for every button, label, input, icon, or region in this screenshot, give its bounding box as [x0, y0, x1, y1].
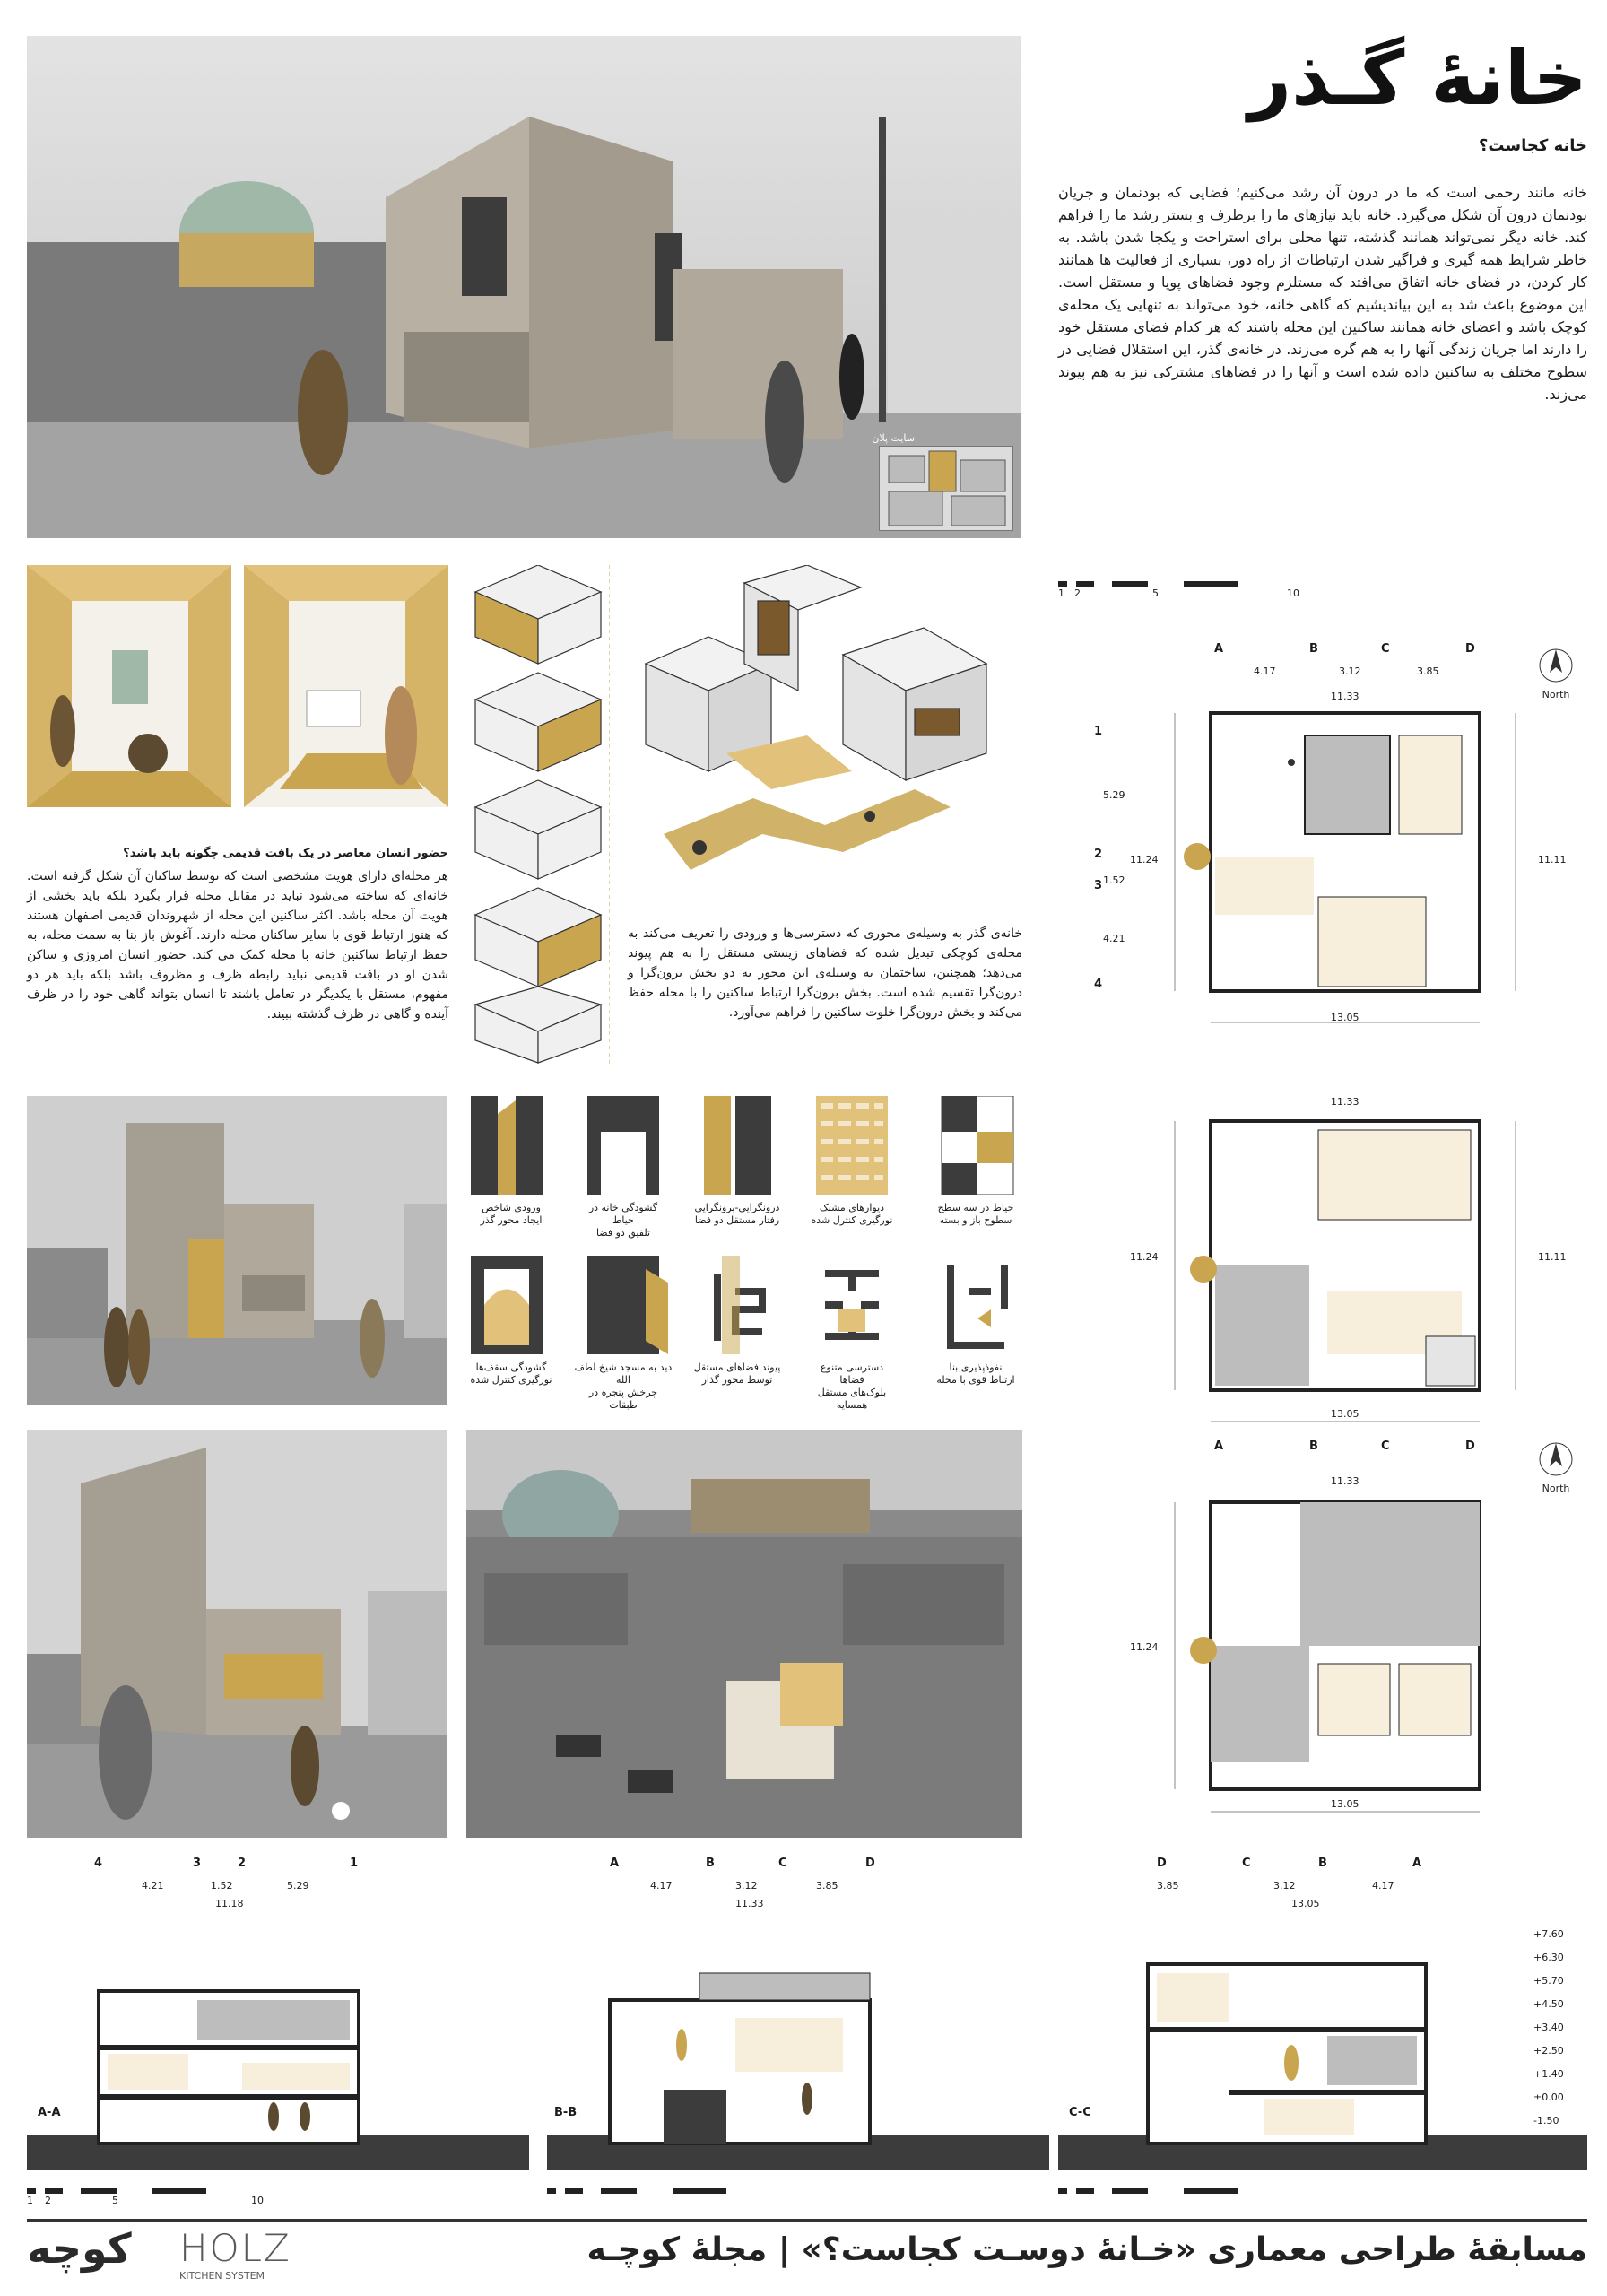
scale-bar-sections — [27, 2184, 1318, 2211]
plan-total-right: 11.11 — [1538, 1251, 1567, 1263]
section-axis: A — [610, 1857, 620, 1870]
plan-dim: 4.17 — [1254, 665, 1276, 677]
north-arrow-2 — [1533, 1439, 1578, 1493]
scale-tick-2: 2 — [1074, 587, 1081, 599]
concept-diagrams-row-1-art — [466, 1096, 1022, 1195]
path-axonometric-art — [628, 565, 1022, 906]
page-title: خانهٔ گـذر — [1247, 34, 1587, 122]
section-dim: 1.52 — [211, 1880, 233, 1892]
plan-total-left: 11.24 — [1130, 854, 1159, 865]
plan-dim: 3.12 — [1339, 665, 1361, 677]
plan-axis-label: D — [1465, 1439, 1475, 1453]
scale-tick-1: 1 — [1058, 587, 1064, 599]
level-mark: +2.50 — [1533, 2045, 1564, 2057]
section-total: 11.18 — [215, 1898, 244, 1909]
plan-row-label: 2 — [1094, 848, 1103, 861]
level-mark: +5.70 — [1533, 1975, 1564, 1987]
street-render-2 — [27, 1430, 447, 1838]
section-dim: 3.85 — [816, 1880, 838, 1892]
diagram-caption-1: ورودی شاخص ایجاد محور گذر — [480, 1202, 543, 1226]
plan-total-left: 11.24 — [1130, 1251, 1159, 1263]
site-plan-art — [880, 447, 1014, 532]
concept-diagrams-row-2-art — [466, 1256, 1022, 1354]
concept-question: حضور انسان معاصر در یک بافت قدیمی چگونه باید باشد؟ — [123, 847, 448, 860]
scale-tick-10: 10 — [1287, 587, 1299, 599]
diagram-caption-9: دسترسی متنوع فضاها بلوک‌های مستقل همسایه — [817, 1361, 887, 1411]
plan-axis-label: A — [1214, 642, 1224, 656]
level-mark: +4.50 — [1533, 1998, 1564, 2010]
exploded-volumes-art — [466, 565, 610, 1067]
plan-total-bottom: 13.05 — [1331, 1012, 1359, 1023]
interior-render-1 — [27, 565, 231, 807]
plan-total-left: 11.24 — [1130, 1641, 1159, 1653]
section-total: 11.33 — [735, 1898, 764, 1909]
section-dim: 3.12 — [735, 1880, 758, 1892]
section-dim: 5.29 — [287, 1880, 309, 1892]
plan-row-label: 1 — [1094, 725, 1103, 738]
section-axis: B — [1318, 1857, 1327, 1870]
holz-subtitle: KITCHEN SYSTEM — [179, 2270, 265, 2282]
scale-tick-5: 5 — [112, 2195, 118, 2206]
plan-axis-label: B — [1309, 1439, 1318, 1453]
plan-axis-label: C — [1381, 1439, 1390, 1453]
scale-tick-10: 10 — [251, 2195, 264, 2206]
holz-wordmark: HOLZ — [179, 2226, 291, 2270]
plan-total-bottom: 13.05 — [1331, 1798, 1359, 1810]
section-label: A-A — [38, 2106, 61, 2119]
interior-render-1-art — [27, 565, 231, 807]
plan-dim: 3.85 — [1417, 665, 1439, 677]
level-list — [1533, 1928, 1587, 2138]
aerial-render — [466, 1430, 1022, 1838]
section-axis: B — [706, 1857, 715, 1870]
north-label: North — [1542, 1483, 1570, 1494]
diagram-caption-7: دید به مسجد شیخ لطف الله چرخش پنجره در طبقات — [574, 1361, 673, 1411]
concept-diagrams-row-1 — [466, 1096, 1022, 1253]
diagram-caption-2: گشودگی خانه در حیاط تلفیق دو فضا — [588, 1202, 658, 1239]
plan-side-dim: 4.21 — [1103, 933, 1125, 944]
plan-side-dim: 1.52 — [1103, 874, 1125, 886]
section-axis: C — [1242, 1857, 1251, 1870]
north-label: North — [1542, 689, 1570, 700]
plan-total-bottom: 13.05 — [1331, 1408, 1359, 1420]
section-axis: A — [1412, 1857, 1422, 1870]
section-aa — [27, 1857, 529, 2197]
scale-tick-2: 2 — [45, 2195, 51, 2206]
north-arrow-icon — [1533, 1439, 1578, 1479]
plan-axis-label: C — [1381, 642, 1390, 656]
level-mark: +1.40 — [1533, 2068, 1564, 2080]
plan-axis-label: B — [1309, 642, 1318, 656]
diagram-caption-8: پیوند فضاهای مستقل توسط محور گذار — [693, 1361, 781, 1386]
scale-tick-5: 5 — [1152, 587, 1159, 599]
scale-bar-plans — [1058, 577, 1299, 604]
plan-axis-label: D — [1465, 642, 1475, 656]
plan-total-top: 11.33 — [1331, 691, 1359, 702]
section-label: B-B — [554, 2106, 578, 2119]
floor-plan-first — [1058, 1067, 1587, 1444]
plan-total-top: 11.33 — [1331, 1096, 1359, 1108]
competition-title: مسابقهٔ طراحی معماری «خـانهٔ دوسـت کجاست؟» | مجلهٔ کوچـه — [586, 2231, 1587, 2268]
aerial-render-art — [466, 1430, 1022, 1838]
hero-render — [27, 36, 1021, 538]
diagram-caption-10: نفوذپذیری بنا ارتباط قوی با محله — [936, 1361, 1015, 1386]
section-axis: 4 — [94, 1857, 103, 1870]
north-arrow-icon — [1533, 646, 1578, 685]
concept-text: هر محله‌ای دارای هویت مشخصی است که توسط ساکنان آن شکل گرفته است. خانه‌ای که ساخته می‌شود نباید در مقابل محله قرار بگیرد بلکه باید بخشی از هویت آن محله باشد. اکثر ساکنین این محله از شهروندان قدیمی اصفهان هستند که هنوز ارتباط قوی با سایر ساکنان محله دارند. آغوش باز بنا به سمت محله، به حفظ ارتباط ساکنین خانه با محله کمک می کند. حضور انسان امروزی و ساکن شدن او در بافت قدیمی نباید رابطه ظرف و مظروف باشد بلکه باید هر دو مفهوم، مستقل با یکدیگر در تعامل باشند تا انسان بتواند گاهی خود را در ظرف آینده و گاهی در ظرف گذشته ببیند. — [27, 869, 448, 1022]
footer-brand-logo: کوچه — [27, 2224, 132, 2273]
scale-bar-plans-art — [1058, 581, 1291, 590]
diagram-caption-6: گشودگی سقف‌ها نورگیری کنترل شده — [470, 1361, 552, 1386]
section-dim: 3.12 — [1273, 1880, 1296, 1892]
section-cc — [1058, 1857, 1587, 2197]
diagram-caption-3: درونگرایی-برونگرایی رفتار مستقل دو فضا — [694, 1202, 780, 1226]
site-plan-inset — [879, 446, 1013, 531]
section-dim: 3.85 — [1157, 1880, 1179, 1892]
footer-rule — [27, 2219, 1587, 2222]
street-render-1-art — [27, 1096, 447, 1405]
section-axis: 3 — [193, 1857, 202, 1870]
plan-row-label: 3 — [1094, 879, 1103, 892]
site-plan-label: سایت پلان — [872, 432, 915, 444]
interior-render-2-art — [244, 565, 448, 807]
section-label: C-C — [1069, 2106, 1091, 2119]
section-aa-art — [27, 1892, 529, 2197]
floor-plan-ground — [1058, 628, 1587, 1058]
plan-row-label: 4 — [1094, 978, 1103, 991]
exploded-volumes-diagram — [466, 565, 610, 1067]
intro-subtitle: خانه کجاست؟ — [1478, 136, 1587, 155]
level-mark: +6.30 — [1533, 1952, 1564, 1963]
street-render-2-art — [27, 1430, 447, 1838]
plan-total-top: 11.33 — [1331, 1475, 1359, 1487]
scale-tick-1: 1 — [27, 2195, 33, 2206]
section-bb-art — [547, 1892, 1049, 2197]
holz-logo — [179, 2226, 314, 2289]
path-text: خانه‌ی گذر به وسیله‌ی محوری که دسترسی‌ها و ورودی را تعریف می‌کند به محله‌ی کوچکی تبدیل شده که فضاهای زیستی مستقل را به هم پیوند می‌دهد؛ همچنین، ساختمان به وسیله‌ی این محور به دو بخش برون‌گرا و درون‌گرا تقسیم شده است. بخش برون‌گرا ارتباط ساکنین را با محله حفظ می‌کند و بخش درون‌گرا خلوت ساکنین را فراهم می‌آورد. — [628, 926, 1022, 1020]
diagram-caption-4: دیوارهای مشبک نورگیری کنترل شده — [811, 1202, 893, 1226]
section-cc-art — [1058, 1892, 1587, 2197]
section-axis: C — [778, 1857, 787, 1870]
plan-total-right: 11.11 — [1538, 854, 1567, 865]
interior-render-2 — [244, 565, 448, 807]
section-dim: 4.17 — [650, 1880, 673, 1892]
concept-diagrams-row-2 — [466, 1256, 1022, 1411]
floor-plan-ground-art — [1058, 628, 1587, 1058]
section-dim: 4.17 — [1372, 1880, 1394, 1892]
section-axis: 1 — [350, 1857, 359, 1870]
level-mark: +3.40 — [1533, 2022, 1564, 2033]
plan-side-dim: 5.29 — [1103, 789, 1125, 801]
section-total: 13.05 — [1291, 1898, 1320, 1909]
level-mark: ±0.00 — [1533, 2092, 1564, 2103]
scale-bar-sections-art — [27, 2188, 1318, 2197]
floor-plan-second-art — [1058, 1439, 1587, 1834]
section-axis: D — [1157, 1857, 1167, 1870]
street-render-1 — [27, 1096, 447, 1405]
section-dim: 4.21 — [142, 1880, 164, 1892]
path-axonometric — [628, 565, 1022, 906]
level-mark: -1.50 — [1533, 2115, 1559, 2126]
level-mark: +7.60 — [1533, 1928, 1564, 1940]
floor-plan-second — [1058, 1439, 1587, 1834]
diagram-caption-5: حیاط در سه سطح سطوح باز و بسته — [937, 1202, 1014, 1226]
section-bb — [547, 1857, 1049, 2197]
section-axis: 2 — [238, 1857, 247, 1870]
section-axis: D — [865, 1857, 875, 1870]
intro-text: خانه مانند رحمی است که ما در درون آن رشد می‌کنیم؛ فضایی که بودنمان و جریان بودنمان درون آن شکل می‌گیرد. خانه باید نیازهای ما را برطرف و بستر رشد ما را فراهم کند. خانه دیگر نمی‌تواند همانند گذشته، تنها محلی برای استراحت و یکجا شدن باشد. به خاطر شرایط همه گیری و فراگیر شدن ارتباطات از راه دور، بسیاری از فعالیت ها همانند کار کردن، در فضای خانه اتفاق می‌افتد که مستلزم وجود فضاهای پویا و مستقل است. این موضوع باعث شد به این بیاندیشیم که گاهی خانه، خود می‌تواند به تنهایی یک محله‌ی کوچک باشد و اعضای خانه همانند ساکنین این محله باشند که هر کدام فضای مستقل خود را دارند اما جریان زندگی آنها را به هم گره می‌زند. در خانه‌ی گذر، این استقلال فضایی در سطوح مختلف به ساکنین داده شده است و آنها را در فضاهای مشترکی نیز به هم پیوند می‌زند. — [1058, 184, 1587, 403]
plan-axis-label: A — [1214, 1439, 1224, 1453]
north-arrow — [1533, 646, 1578, 700]
hero-render-art — [27, 36, 1021, 538]
